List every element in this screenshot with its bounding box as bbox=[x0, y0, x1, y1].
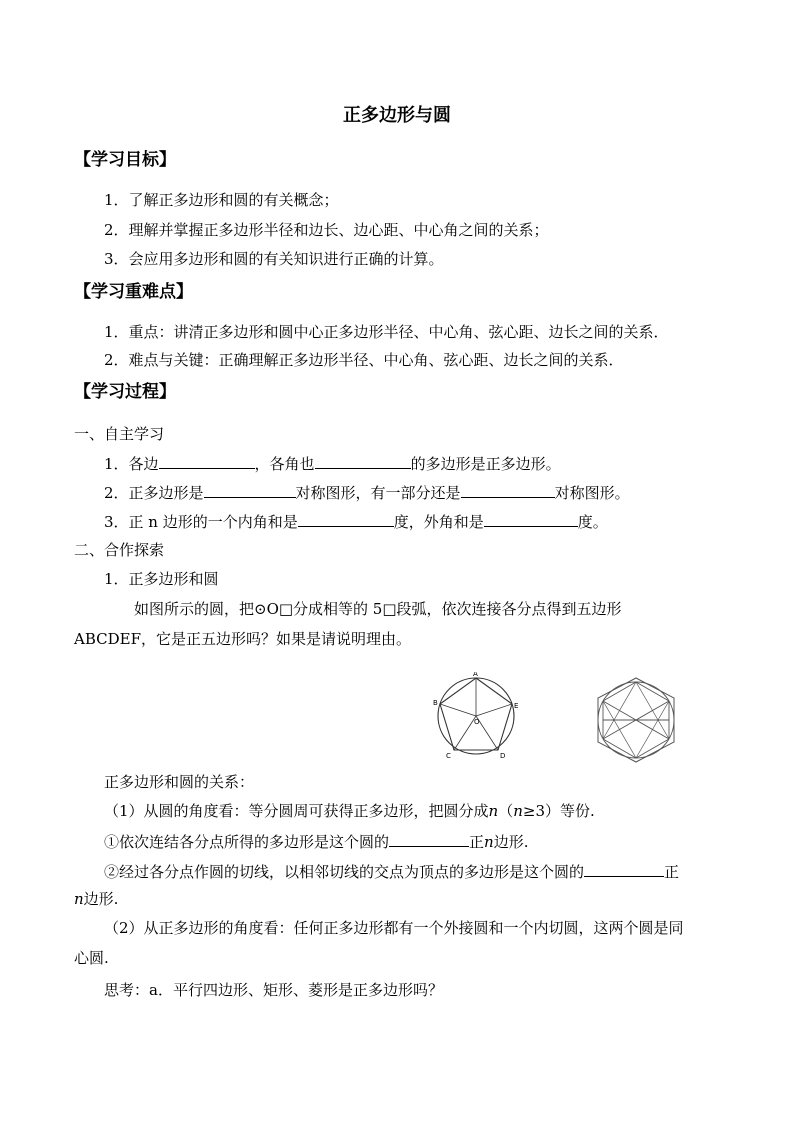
r1-var-n: n bbox=[488, 802, 499, 820]
answer-blank[interactable] bbox=[389, 830, 469, 847]
q2-text-a: 2．正多边形是 bbox=[104, 484, 204, 502]
answer-blank[interactable] bbox=[298, 510, 394, 527]
vertex-label-a: A bbox=[473, 672, 478, 678]
r1a-text-b: 正 bbox=[469, 833, 485, 851]
goals-heading: 【学习目标】 bbox=[74, 150, 176, 170]
q3-text-b: 度，外角和是 bbox=[393, 513, 484, 531]
fill-question-3 bbox=[104, 510, 608, 532]
key-point-item: 1．重点：讲清正多边形和圆中心正多边形半径、中心角、弦心距、边长之间的关系． bbox=[104, 323, 669, 341]
r1-text-b: （ bbox=[498, 802, 514, 820]
answer-blank[interactable] bbox=[315, 452, 411, 469]
part2-subtitle: 1．正多边形和圆 bbox=[104, 570, 219, 588]
relation-line-2-cont: 心圆. bbox=[74, 949, 109, 967]
r1b-text-c: 边形. bbox=[83, 890, 119, 908]
q1-text-c: 的多边形是正多边形。 bbox=[410, 455, 561, 473]
answer-blank[interactable] bbox=[159, 452, 255, 469]
part2-title: 二、合作探索 bbox=[74, 541, 165, 559]
relation-line-2: （2）从正多边形的角度看：任何正多边形都有一个外接圆和一个内切圆，这两个圆是同 bbox=[104, 919, 684, 937]
r1-text-a: （1）从圆的角度看：等分圆周可获得正多边形，把圆分成 bbox=[104, 802, 489, 820]
relation-title: 正多边形和圆的关系： bbox=[104, 773, 255, 791]
goal-item: 3．会应用多边形和圆的有关知识进行正确的计算。 bbox=[104, 250, 444, 268]
q3-text-a: 3．正 n 边形的一个内角和是 bbox=[104, 513, 298, 531]
r1b-var-n: n bbox=[74, 890, 84, 908]
r1-var-n2: n bbox=[513, 802, 523, 820]
r1a-text-c: 边形. bbox=[493, 833, 529, 851]
q3-text-c: 度。 bbox=[577, 513, 608, 531]
answer-blank[interactable] bbox=[584, 860, 664, 877]
part1-title: 一、自主学习 bbox=[74, 425, 165, 443]
answer-blank[interactable] bbox=[484, 510, 578, 527]
r1b-text-b: 正 bbox=[664, 863, 680, 881]
relation-line-1a bbox=[104, 830, 528, 852]
relation-line-1 bbox=[104, 801, 595, 821]
paragraph-line: 如图所示的圆，把⊙O□分成相等的 5□段弧，依次连接各分点得到五边形 bbox=[134, 600, 622, 618]
r1a-text-a: ①依次连结各分点所得的多边形是这个圆的 bbox=[104, 833, 390, 851]
think-question: 思考：a．平行四边形、矩形、菱形是正多边形吗？ bbox=[104, 981, 443, 999]
q2-text-b: 对称图形，有一部分还是 bbox=[295, 484, 461, 502]
relation-line-1b-cont bbox=[74, 889, 118, 909]
vertex-label-b: B bbox=[433, 699, 438, 707]
vertex-label-c: C bbox=[446, 752, 451, 760]
process-heading: 【学习过程】 bbox=[74, 382, 176, 402]
q1-text-a: 1．各边 bbox=[104, 455, 159, 473]
q2-text-c: 对称图形。 bbox=[554, 484, 630, 502]
relation-line-1b bbox=[104, 860, 679, 882]
vertex-label-e: E bbox=[514, 702, 519, 710]
fill-question-2 bbox=[104, 481, 630, 503]
r1b-text-a: ②经过各分点作圆的切线，以相邻切线的交点为顶点的多边形是这个圆的 bbox=[104, 863, 585, 881]
center-label-o: O bbox=[474, 718, 480, 726]
paragraph-line: ABCDEF，它是正五边形吗？如果是请说明理由。 bbox=[74, 630, 411, 648]
goal-item: 1．了解正多边形和圆的有关概念； bbox=[104, 191, 339, 209]
r1a-var-n: n bbox=[484, 833, 494, 851]
vertex-label-d: D bbox=[500, 752, 506, 760]
fill-question-1 bbox=[104, 452, 561, 474]
key-point-item: 2．难点与关键：正确理解正多边形半径、中心角、弦心距、边长之间的关系． bbox=[104, 351, 624, 369]
answer-blank[interactable] bbox=[461, 481, 555, 498]
key-points-heading: 【学习重难点】 bbox=[74, 282, 193, 302]
answer-blank[interactable] bbox=[204, 481, 296, 498]
goal-item: 2．理解并掌握正多边形半径和边长、边心距、中心角之间的关系； bbox=[104, 221, 549, 239]
q1-text-b: ，各角也 bbox=[254, 455, 315, 473]
hexagon-circle-figure bbox=[590, 672, 682, 772]
pentagon-circle-figure bbox=[428, 672, 528, 764]
page-title: 正多边形与圆 bbox=[343, 105, 451, 126]
r1-text-c: ≥3）等份. bbox=[522, 802, 595, 820]
